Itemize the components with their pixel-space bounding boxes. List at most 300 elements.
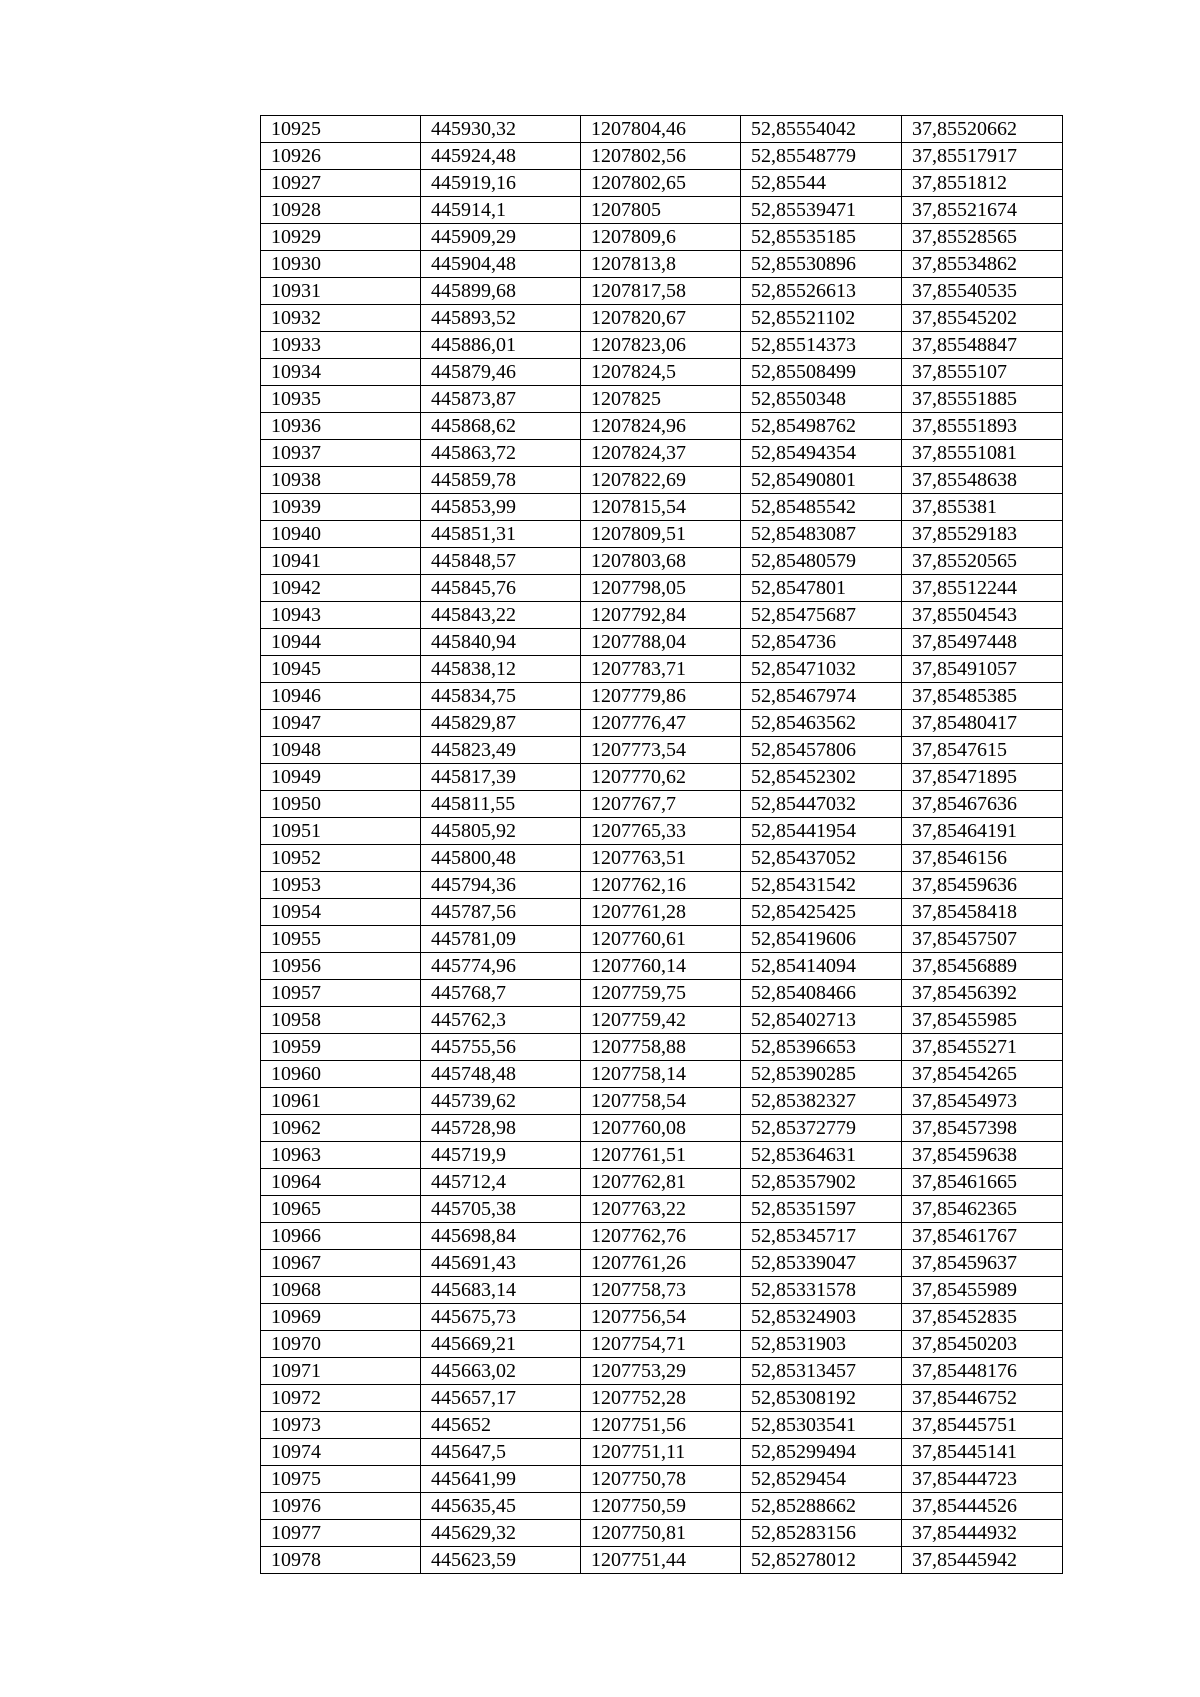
x-coordinate-cell: 445811,55: [421, 791, 581, 818]
longitude-cell: 37,85540535: [902, 278, 1063, 305]
y-coordinate-cell: 1207767,7: [581, 791, 741, 818]
x-coordinate-cell: 445879,46: [421, 359, 581, 386]
point-number-cell: 10964: [261, 1169, 421, 1196]
point-number-cell: 10929: [261, 224, 421, 251]
point-number-cell: 10976: [261, 1493, 421, 1520]
table-row: [261, 1520, 1063, 1547]
point-number-cell: 10948: [261, 737, 421, 764]
y-coordinate-cell: 1207751,56: [581, 1412, 741, 1439]
y-coordinate-cell: 1207758,14: [581, 1061, 741, 1088]
longitude-cell: 37,85551885: [902, 386, 1063, 413]
longitude-cell: 37,85444723: [902, 1466, 1063, 1493]
y-coordinate-cell: 1207813,8: [581, 251, 741, 278]
point-number-cell: 10939: [261, 494, 421, 521]
y-coordinate-cell: 1207759,75: [581, 980, 741, 1007]
longitude-cell: 37,85462365: [902, 1196, 1063, 1223]
y-coordinate-cell: 1207758,73: [581, 1277, 741, 1304]
point-number-cell: 10935: [261, 386, 421, 413]
longitude-cell: 37,85529183: [902, 521, 1063, 548]
latitude-cell: 52,85475687: [741, 602, 902, 629]
x-coordinate-cell: 445909,29: [421, 224, 581, 251]
table-row: [261, 818, 1063, 845]
x-coordinate-cell: 445787,56: [421, 899, 581, 926]
latitude-cell: 52,85548779: [741, 143, 902, 170]
y-coordinate-cell: 1207750,81: [581, 1520, 741, 1547]
x-coordinate-cell: 445712,4: [421, 1169, 581, 1196]
table-row: [261, 845, 1063, 872]
longitude-cell: 37,85521674: [902, 197, 1063, 224]
latitude-cell: 52,85539471: [741, 197, 902, 224]
y-coordinate-cell: 1207770,62: [581, 764, 741, 791]
latitude-cell: 52,85288662: [741, 1493, 902, 1520]
x-coordinate-cell: 445817,39: [421, 764, 581, 791]
longitude-cell: 37,85457507: [902, 926, 1063, 953]
latitude-cell: 52,85535185: [741, 224, 902, 251]
y-coordinate-cell: 1207758,88: [581, 1034, 741, 1061]
point-number-cell: 10975: [261, 1466, 421, 1493]
table-row: [261, 953, 1063, 980]
latitude-cell: 52,85351597: [741, 1196, 902, 1223]
y-coordinate-cell: 1207809,6: [581, 224, 741, 251]
table-row: [261, 548, 1063, 575]
y-coordinate-cell: 1207760,61: [581, 926, 741, 953]
x-coordinate-cell: 445728,98: [421, 1115, 581, 1142]
point-number-cell: 10943: [261, 602, 421, 629]
longitude-cell: 37,85548638: [902, 467, 1063, 494]
table-row: [261, 251, 1063, 278]
point-number-cell: 10969: [261, 1304, 421, 1331]
x-coordinate-cell: 445868,62: [421, 413, 581, 440]
point-number-cell: 10970: [261, 1331, 421, 1358]
latitude-cell: 52,85457806: [741, 737, 902, 764]
table-row: [261, 278, 1063, 305]
longitude-cell: 37,8546156: [902, 845, 1063, 872]
y-coordinate-cell: 1207788,04: [581, 629, 741, 656]
longitude-cell: 37,85467636: [902, 791, 1063, 818]
latitude-cell: 52,85372779: [741, 1115, 902, 1142]
point-number-cell: 10944: [261, 629, 421, 656]
longitude-cell: 37,85528565: [902, 224, 1063, 251]
longitude-cell: 37,85497448: [902, 629, 1063, 656]
table-row: [261, 305, 1063, 332]
table-row: [261, 710, 1063, 737]
point-number-cell: 10940: [261, 521, 421, 548]
table-row: [261, 1115, 1063, 1142]
x-coordinate-cell: 445843,22: [421, 602, 581, 629]
table-row: [261, 980, 1063, 1007]
longitude-cell: 37,85491057: [902, 656, 1063, 683]
y-coordinate-cell: 1207802,65: [581, 170, 741, 197]
y-coordinate-cell: 1207763,22: [581, 1196, 741, 1223]
table-row: [261, 1196, 1063, 1223]
latitude-cell: 52,85494354: [741, 440, 902, 467]
x-coordinate-cell: 445683,14: [421, 1277, 581, 1304]
longitude-cell: 37,85461767: [902, 1223, 1063, 1250]
table-row: [261, 656, 1063, 683]
point-number-cell: 10978: [261, 1547, 421, 1574]
y-coordinate-cell: 1207824,5: [581, 359, 741, 386]
point-number-cell: 10977: [261, 1520, 421, 1547]
coordinates-table: [260, 115, 1063, 1574]
x-coordinate-cell: 445739,62: [421, 1088, 581, 1115]
y-coordinate-cell: 1207753,29: [581, 1358, 741, 1385]
longitude-cell: 37,85455985: [902, 1007, 1063, 1034]
point-number-cell: 10953: [261, 872, 421, 899]
table-row: [261, 359, 1063, 386]
y-coordinate-cell: 1207760,14: [581, 953, 741, 980]
longitude-cell: 37,85456392: [902, 980, 1063, 1007]
longitude-cell: 37,85455271: [902, 1034, 1063, 1061]
longitude-cell: 37,85445751: [902, 1412, 1063, 1439]
longitude-cell: 37,85551893: [902, 413, 1063, 440]
longitude-cell: 37,85534862: [902, 251, 1063, 278]
point-number-cell: 10941: [261, 548, 421, 575]
latitude-cell: 52,85471032: [741, 656, 902, 683]
table-row: [261, 1169, 1063, 1196]
longitude-cell: 37,8551812: [902, 170, 1063, 197]
y-coordinate-cell: 1207752,28: [581, 1385, 741, 1412]
table-row: [261, 1439, 1063, 1466]
latitude-cell: 52,85299494: [741, 1439, 902, 1466]
table-row: [261, 791, 1063, 818]
longitude-cell: 37,85464191: [902, 818, 1063, 845]
longitude-cell: 37,85517917: [902, 143, 1063, 170]
latitude-cell: 52,85402713: [741, 1007, 902, 1034]
point-number-cell: 10960: [261, 1061, 421, 1088]
y-coordinate-cell: 1207761,51: [581, 1142, 741, 1169]
y-coordinate-cell: 1207822,69: [581, 467, 741, 494]
longitude-cell: 37,85504543: [902, 602, 1063, 629]
latitude-cell: 52,85463562: [741, 710, 902, 737]
point-number-cell: 10955: [261, 926, 421, 953]
longitude-cell: 37,85444932: [902, 1520, 1063, 1547]
latitude-cell: 52,8550348: [741, 386, 902, 413]
table-row: [261, 899, 1063, 926]
point-number-cell: 10927: [261, 170, 421, 197]
longitude-cell: 37,85461665: [902, 1169, 1063, 1196]
longitude-cell: 37,85512244: [902, 575, 1063, 602]
x-coordinate-cell: 445691,43: [421, 1250, 581, 1277]
point-number-cell: 10958: [261, 1007, 421, 1034]
latitude-cell: 52,85441954: [741, 818, 902, 845]
point-number-cell: 10971: [261, 1358, 421, 1385]
x-coordinate-cell: 445719,9: [421, 1142, 581, 1169]
point-number-cell: 10954: [261, 899, 421, 926]
table-row: [261, 1547, 1063, 1574]
y-coordinate-cell: 1207817,58: [581, 278, 741, 305]
point-number-cell: 10967: [261, 1250, 421, 1277]
latitude-cell: 52,854736: [741, 629, 902, 656]
y-coordinate-cell: 1207760,08: [581, 1115, 741, 1142]
longitude-cell: 37,85520565: [902, 548, 1063, 575]
longitude-cell: 37,85454973: [902, 1088, 1063, 1115]
y-coordinate-cell: 1207824,96: [581, 413, 741, 440]
latitude-cell: 52,85514373: [741, 332, 902, 359]
table-row: [261, 1142, 1063, 1169]
latitude-cell: 52,85490801: [741, 467, 902, 494]
x-coordinate-cell: 445914,1: [421, 197, 581, 224]
point-number-cell: 10928: [261, 197, 421, 224]
table-row: [261, 467, 1063, 494]
longitude-cell: 37,85551081: [902, 440, 1063, 467]
latitude-cell: 52,85331578: [741, 1277, 902, 1304]
y-coordinate-cell: 1207779,86: [581, 683, 741, 710]
table-row: [261, 386, 1063, 413]
point-number-cell: 10937: [261, 440, 421, 467]
x-coordinate-cell: 445924,48: [421, 143, 581, 170]
table-row: [261, 1034, 1063, 1061]
y-coordinate-cell: 1207798,05: [581, 575, 741, 602]
latitude-cell: 52,85396653: [741, 1034, 902, 1061]
table-row: [261, 1304, 1063, 1331]
table-row: [261, 521, 1063, 548]
point-number-cell: 10930: [261, 251, 421, 278]
longitude-cell: 37,85454265: [902, 1061, 1063, 1088]
point-number-cell: 10950: [261, 791, 421, 818]
longitude-cell: 37,85446752: [902, 1385, 1063, 1412]
x-coordinate-cell: 445805,92: [421, 818, 581, 845]
y-coordinate-cell: 1207758,54: [581, 1088, 741, 1115]
latitude-cell: 52,85382327: [741, 1088, 902, 1115]
x-coordinate-cell: 445859,78: [421, 467, 581, 494]
longitude-cell: 37,85548847: [902, 332, 1063, 359]
x-coordinate-cell: 445873,87: [421, 386, 581, 413]
latitude-cell: 52,85357902: [741, 1169, 902, 1196]
coordinates-table-body: [261, 116, 1063, 1574]
table-row: [261, 116, 1063, 143]
longitude-cell: 37,85455989: [902, 1277, 1063, 1304]
x-coordinate-cell: 445755,56: [421, 1034, 581, 1061]
y-coordinate-cell: 1207824,37: [581, 440, 741, 467]
x-coordinate-cell: 445663,02: [421, 1358, 581, 1385]
x-coordinate-cell: 445781,09: [421, 926, 581, 953]
latitude-cell: 52,85480579: [741, 548, 902, 575]
y-coordinate-cell: 1207783,71: [581, 656, 741, 683]
y-coordinate-cell: 1207750,59: [581, 1493, 741, 1520]
latitude-cell: 52,85425425: [741, 899, 902, 926]
y-coordinate-cell: 1207823,06: [581, 332, 741, 359]
latitude-cell: 52,85483087: [741, 521, 902, 548]
point-number-cell: 10973: [261, 1412, 421, 1439]
point-number-cell: 10966: [261, 1223, 421, 1250]
y-coordinate-cell: 1207762,81: [581, 1169, 741, 1196]
y-coordinate-cell: 1207792,84: [581, 602, 741, 629]
table-row: [261, 1007, 1063, 1034]
longitude-cell: 37,8555107: [902, 359, 1063, 386]
x-coordinate-cell: 445904,48: [421, 251, 581, 278]
longitude-cell: 37,85485385: [902, 683, 1063, 710]
x-coordinate-cell: 445853,99: [421, 494, 581, 521]
table-row: [261, 440, 1063, 467]
table-row: [261, 1088, 1063, 1115]
table-row: [261, 1493, 1063, 1520]
table-row: [261, 1061, 1063, 1088]
x-coordinate-cell: 445886,01: [421, 332, 581, 359]
latitude-cell: 52,85408466: [741, 980, 902, 1007]
longitude-cell: 37,85520662: [902, 116, 1063, 143]
table-row: [261, 170, 1063, 197]
latitude-cell: 52,85419606: [741, 926, 902, 953]
point-number-cell: 10968: [261, 1277, 421, 1304]
x-coordinate-cell: 445840,94: [421, 629, 581, 656]
y-coordinate-cell: 1207759,42: [581, 1007, 741, 1034]
table-row: [261, 494, 1063, 521]
y-coordinate-cell: 1207762,16: [581, 872, 741, 899]
longitude-cell: 37,85459636: [902, 872, 1063, 899]
table-row: [261, 224, 1063, 251]
x-coordinate-cell: 445629,32: [421, 1520, 581, 1547]
x-coordinate-cell: 445845,76: [421, 575, 581, 602]
y-coordinate-cell: 1207763,51: [581, 845, 741, 872]
latitude-cell: 52,85452302: [741, 764, 902, 791]
y-coordinate-cell: 1207804,46: [581, 116, 741, 143]
y-coordinate-cell: 1207751,44: [581, 1547, 741, 1574]
x-coordinate-cell: 445623,59: [421, 1547, 581, 1574]
table-row: [261, 1466, 1063, 1493]
latitude-cell: 52,85324903: [741, 1304, 902, 1331]
longitude-cell: 37,855381: [902, 494, 1063, 521]
y-coordinate-cell: 1207751,11: [581, 1439, 741, 1466]
y-coordinate-cell: 1207802,56: [581, 143, 741, 170]
table-row: [261, 629, 1063, 656]
point-number-cell: 10942: [261, 575, 421, 602]
x-coordinate-cell: 445657,17: [421, 1385, 581, 1412]
longitude-cell: 37,85450203: [902, 1331, 1063, 1358]
latitude-cell: 52,85467974: [741, 683, 902, 710]
y-coordinate-cell: 1207820,67: [581, 305, 741, 332]
longitude-cell: 37,85458418: [902, 899, 1063, 926]
point-number-cell: 10936: [261, 413, 421, 440]
table-row: [261, 1385, 1063, 1412]
table-row: [261, 872, 1063, 899]
latitude-cell: 52,85447032: [741, 791, 902, 818]
x-coordinate-cell: 445794,36: [421, 872, 581, 899]
x-coordinate-cell: 445748,48: [421, 1061, 581, 1088]
longitude-cell: 37,85459637: [902, 1250, 1063, 1277]
longitude-cell: 37,85444526: [902, 1493, 1063, 1520]
longitude-cell: 37,8547615: [902, 737, 1063, 764]
table-row: [261, 332, 1063, 359]
latitude-cell: 52,85530896: [741, 251, 902, 278]
x-coordinate-cell: 445919,16: [421, 170, 581, 197]
latitude-cell: 52,85414094: [741, 953, 902, 980]
point-number-cell: 10962: [261, 1115, 421, 1142]
longitude-cell: 37,85445141: [902, 1439, 1063, 1466]
point-number-cell: 10931: [261, 278, 421, 305]
y-coordinate-cell: 1207776,47: [581, 710, 741, 737]
point-number-cell: 10956: [261, 953, 421, 980]
point-number-cell: 10926: [261, 143, 421, 170]
table-row: [261, 1358, 1063, 1385]
latitude-cell: 52,85554042: [741, 116, 902, 143]
point-number-cell: 10945: [261, 656, 421, 683]
point-number-cell: 10938: [261, 467, 421, 494]
y-coordinate-cell: 1207825: [581, 386, 741, 413]
table-row: [261, 1331, 1063, 1358]
table-row: [261, 683, 1063, 710]
x-coordinate-cell: 445930,32: [421, 116, 581, 143]
x-coordinate-cell: 445675,73: [421, 1304, 581, 1331]
x-coordinate-cell: 445863,72: [421, 440, 581, 467]
longitude-cell: 37,85448176: [902, 1358, 1063, 1385]
longitude-cell: 37,85545202: [902, 305, 1063, 332]
latitude-cell: 52,85485542: [741, 494, 902, 521]
latitude-cell: 52,85283156: [741, 1520, 902, 1547]
y-coordinate-cell: 1207803,68: [581, 548, 741, 575]
x-coordinate-cell: 445698,84: [421, 1223, 581, 1250]
latitude-cell: 52,85313457: [741, 1358, 902, 1385]
x-coordinate-cell: 445669,21: [421, 1331, 581, 1358]
point-number-cell: 10974: [261, 1439, 421, 1466]
table-row: [261, 197, 1063, 224]
x-coordinate-cell: 445800,48: [421, 845, 581, 872]
table-row: [261, 413, 1063, 440]
table-row: [261, 575, 1063, 602]
point-number-cell: 10951: [261, 818, 421, 845]
table-row: [261, 737, 1063, 764]
longitude-cell: 37,85457398: [902, 1115, 1063, 1142]
latitude-cell: 52,85390285: [741, 1061, 902, 1088]
y-coordinate-cell: 1207756,54: [581, 1304, 741, 1331]
point-number-cell: 10925: [261, 116, 421, 143]
x-coordinate-cell: 445652: [421, 1412, 581, 1439]
longitude-cell: 37,85471895: [902, 764, 1063, 791]
x-coordinate-cell: 445838,12: [421, 656, 581, 683]
longitude-cell: 37,85456889: [902, 953, 1063, 980]
point-number-cell: 10961: [261, 1088, 421, 1115]
latitude-cell: 52,8531903: [741, 1331, 902, 1358]
point-number-cell: 10965: [261, 1196, 421, 1223]
longitude-cell: 37,85480417: [902, 710, 1063, 737]
table-row: [261, 602, 1063, 629]
x-coordinate-cell: 445635,45: [421, 1493, 581, 1520]
point-number-cell: 10957: [261, 980, 421, 1007]
y-coordinate-cell: 1207761,28: [581, 899, 741, 926]
table-row: [261, 764, 1063, 791]
latitude-cell: 52,8547801: [741, 575, 902, 602]
x-coordinate-cell: 445851,31: [421, 521, 581, 548]
point-number-cell: 10959: [261, 1034, 421, 1061]
longitude-cell: 37,85452835: [902, 1304, 1063, 1331]
point-number-cell: 10949: [261, 764, 421, 791]
y-coordinate-cell: 1207762,76: [581, 1223, 741, 1250]
y-coordinate-cell: 1207805: [581, 197, 741, 224]
y-coordinate-cell: 1207754,71: [581, 1331, 741, 1358]
x-coordinate-cell: 445829,87: [421, 710, 581, 737]
table-row: [261, 143, 1063, 170]
latitude-cell: 52,85278012: [741, 1547, 902, 1574]
latitude-cell: 52,85544: [741, 170, 902, 197]
x-coordinate-cell: 445899,68: [421, 278, 581, 305]
x-coordinate-cell: 445641,99: [421, 1466, 581, 1493]
latitude-cell: 52,85339047: [741, 1250, 902, 1277]
latitude-cell: 52,85526613: [741, 278, 902, 305]
x-coordinate-cell: 445705,38: [421, 1196, 581, 1223]
x-coordinate-cell: 445834,75: [421, 683, 581, 710]
point-number-cell: 10972: [261, 1385, 421, 1412]
latitude-cell: 52,85437052: [741, 845, 902, 872]
longitude-cell: 37,85459638: [902, 1142, 1063, 1169]
latitude-cell: 52,85364631: [741, 1142, 902, 1169]
latitude-cell: 52,85508499: [741, 359, 902, 386]
latitude-cell: 52,85303541: [741, 1412, 902, 1439]
x-coordinate-cell: 445768,7: [421, 980, 581, 1007]
x-coordinate-cell: 445774,96: [421, 953, 581, 980]
point-number-cell: 10934: [261, 359, 421, 386]
y-coordinate-cell: 1207773,54: [581, 737, 741, 764]
x-coordinate-cell: 445647,5: [421, 1439, 581, 1466]
table-row: [261, 1277, 1063, 1304]
